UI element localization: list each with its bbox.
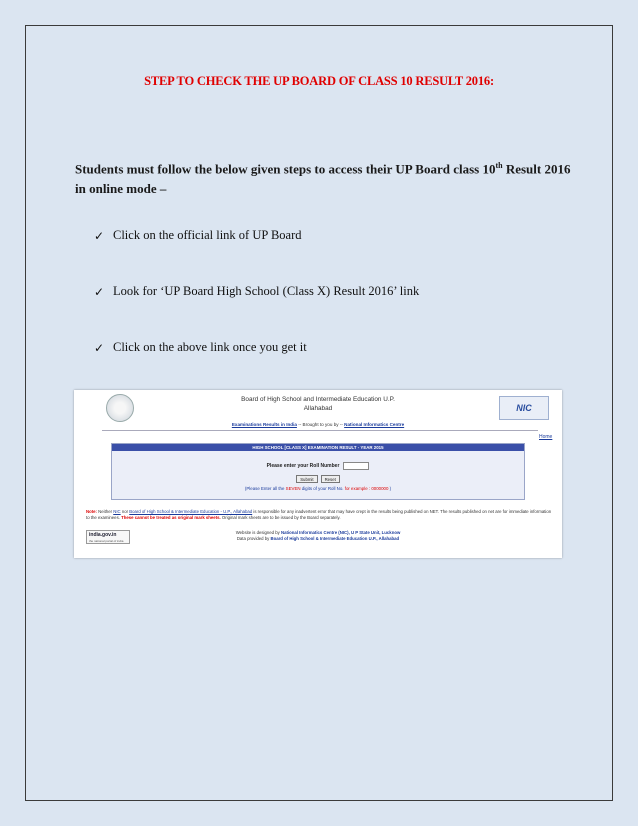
intro-paragraph: Students must follow the below given steps to access their UP Board class 10th Result 2016 in online mode – (75, 161, 571, 197)
roll-number-label: Please enter your Roll Number (266, 463, 340, 469)
roll-number-input[interactable] (343, 462, 369, 470)
exam-results-link[interactable]: Examinations Results in India (231, 422, 297, 427)
checkmark-icon: ✓ (94, 284, 105, 299)
roll-number-row (112, 462, 524, 470)
step-item (94, 228, 302, 243)
page-title: STEP TO CHECK THE UP BOARD OF CLASS 10 RESULT 2016: (144, 74, 494, 88)
result-site-screenshot (74, 390, 562, 558)
home-link[interactable]: Home (539, 434, 553, 440)
step-text: Click on the official link of UP Board (113, 228, 302, 242)
submit-button[interactable]: Submit (296, 475, 317, 483)
board-name: Board of High School and Intermediate Education U.P. Allahabad (241, 396, 395, 412)
form-buttons (112, 475, 524, 483)
india-gov-logo[interactable]: india.gov.in the national portal of india (86, 530, 130, 544)
step-text: Click on the above link once you get it (113, 340, 307, 354)
result-form-header: HIGH SCHOOL [CLASS X] EXAMINATION RESULT - YEAR 2015 (112, 444, 524, 451)
result-form (111, 443, 525, 500)
step-text: Look for ‘UP Board High School (Class X) Result 2016’ link (113, 284, 420, 298)
nic-logo-icon: NIC (499, 396, 549, 420)
step-item (94, 284, 419, 299)
divider (102, 430, 538, 431)
reset-button[interactable]: Reset (321, 475, 340, 483)
step-item (94, 340, 307, 355)
site-credits: Website is designed by National Informatics Centre (NIC), U P State Unit, Lucknow Data provided by Board of High School & Intermediate Education U.P., Allahabad (235, 530, 401, 541)
nic-link[interactable]: National Informatics Centre (344, 422, 405, 427)
disclaimer-note: Note: Neither NIC nor Board of High School & Intermediate Education - U.P., Allahabad is responsible for any inadvertent error that may have crept in the results being published on NET. The results published on net are for immediate information to the examinees. These cannot be treated as original mark sheets. Original mark sheets are to be issued by the Board separately. (86, 509, 552, 520)
checkmark-icon: ✓ (94, 340, 105, 355)
nav-line: Examinations Results in India -- Brought to you by -- National Informatics Centre (231, 422, 405, 427)
roll-number-hint: (Please Enter all the SEVEN digits of your Roll No. for example : 0000000 ) (244, 486, 392, 491)
checkmark-icon: ✓ (94, 228, 105, 243)
